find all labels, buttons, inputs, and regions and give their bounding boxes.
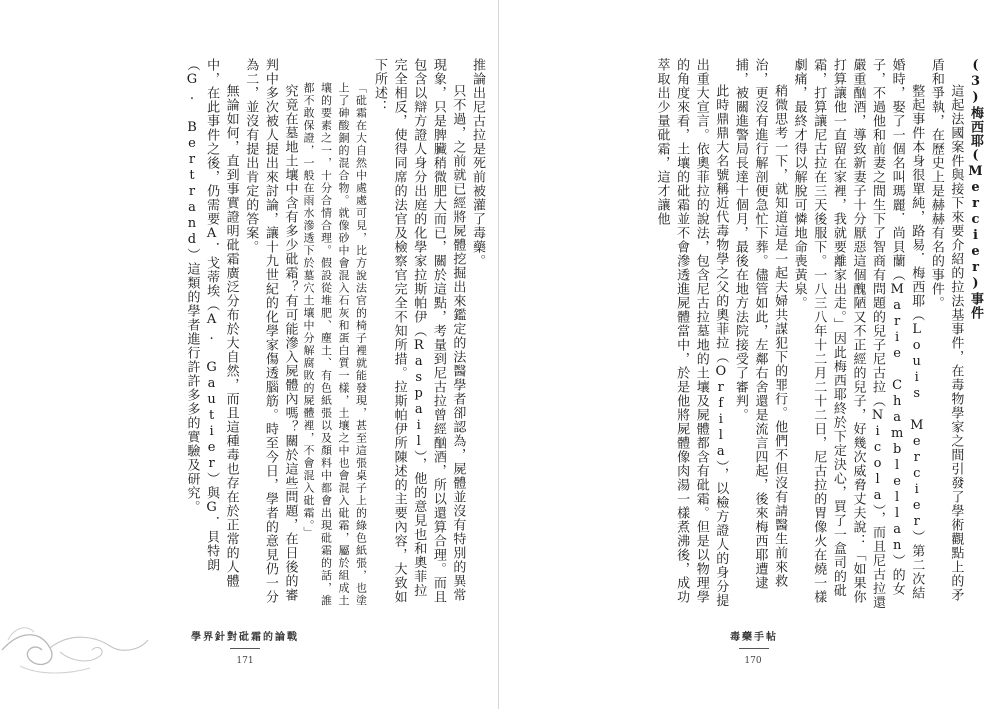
- left-paragraph-1: 推論出尼古拉是死前被灌了毒藥。: [470, 58, 485, 268]
- left-paragraph-2: 只不過，之前就已經將屍體挖掘出來鑑定的法醫學者卻認為，屍體並沒有特別的異常現象，只是脾臟稍微肥大而已，關於這點，考量到尼古拉曾經酗酒，所以還算合理。而且包含以辯方證人身分出庭的化學家拉斯帕伊（Raspail），他的意見也和奧菲拉完全相反，使得同席的法官及檢察官完全不知所措。拉斯帕伊所陳述的主要內容，大致如下所述：: [372, 58, 466, 604]
- left-paragraph-5: 無論如何，直到事實證明砒霜廣泛分布於大自然，而且這種毒也存在於正常的人體中，在此事件之後，仍需要A．戈蒂埃（A. Gautier）與G．貝特朗（G. Bertrand）這類的學者進行許許多多的實驗及研究。: [184, 58, 239, 588]
- left-paragraph-4: 究竟在墓地土壤中含有多少砒霜？有可能滲入屍體內嗎？關於這些問題，在日後的審判中多次被人提出來討論，讓十九世紀的化學家傷透腦筋。時至今日，學者的意見仍一分為二，並沒有提出肯定的答案。: [243, 58, 298, 604]
- left-page: [0, 0, 499, 709]
- left-running-footer: 學界針對砒霜的論戰: [191, 632, 299, 643]
- right-paragraph-1: 這起法國案件與接下來要介紹的拉法基事件，在毒物學家之間引發了學術觀點上的矛盾和爭執，在歷史上是赫赫有名的事件。: [928, 58, 964, 602]
- right-paragraph-4: 此時鼎鼎大名號稱近代毒物學之父的奧菲拉（Orfila），以檢方證人的身分提出重大宣言。依奧菲拉的說法，包含尼古拉墓地的土壤及屍體都含有砒霜。但是以物理學的角度來看，土壤的砒霜並不會滲透進屍體當中，於是他將屍體像肉湯一樣煮沸後，成功萃取出少量砒霜，這才讓他: [654, 58, 729, 608]
- right-footer-rule: [739, 648, 769, 649]
- right-body-text: [577, 58, 985, 610]
- section-heading: (3)梅西耶(Mercier)事件: [968, 58, 983, 320]
- right-paragraph-3: 稍微思考一下，就知道這是一起夫婦共謀犯下的罪行。他們不但沒有請醫生前來救治，更沒有進行解剖便急忙下葬。儘管如此，左鄰右舍還是流言四起，後來梅西耶遭逮捕，被關進警局長達十個月，最後在地方法院接受了審判。: [732, 58, 788, 590]
- right-page: [499, 0, 999, 709]
- left-quote-block: 「砒霜在大自然中處處可見，比方說法官的椅子裡就能發現，甚至這張桌子上的綠色紙張，也塗上了砷酸銅的混合物。就像砂中會混入石灰和蛋白質一樣，土壤之中也會混入砒霜，屬於組成土壤的要素之一，十分合情合理。假設從堆肥、塵土、有色紙張以及顏料中都會出現砒霜的話，誰都不敢保證，一般在雨水滲透下於墓穴土壤中分解腐敗的屍體裡，不會混入砒霜。」: [301, 82, 368, 608]
- decorative-flourish: [0, 610, 150, 680]
- left-body-text: [60, 58, 487, 610]
- left-page-number: 171: [236, 656, 254, 666]
- right-running-footer: 毒藥手帖: [730, 632, 778, 643]
- right-page-number: 170: [744, 656, 762, 666]
- right-paragraph-2: 整起事件本身很單純，路易．梅西耶（Louis Mercier）第二次結婚時，娶了一個名叫瑪麗．尚貝蘭（Marie Chamblellan）的女子，不過他和前妻之間生下了智商有問題的兒子尼古拉（Nicola），而且尼古拉還嚴重酗酒，導致新妻子十分厭惡這個醜陋又不正經的兒子，好幾次威脅丈夫說：「如果你打算讓他一直留在家裡，我就要離家出走。」因此梅西耶終於下定決心，買了一盒司的砒霜，打算讓尼古拉在三天後服下。一八三八年十二月二十二日，尼古拉的胃像火在燒一樣劇痛，最終才得以解脫可憐地命喪黃泉。: [791, 58, 925, 610]
- left-footer-rule: [230, 648, 260, 649]
